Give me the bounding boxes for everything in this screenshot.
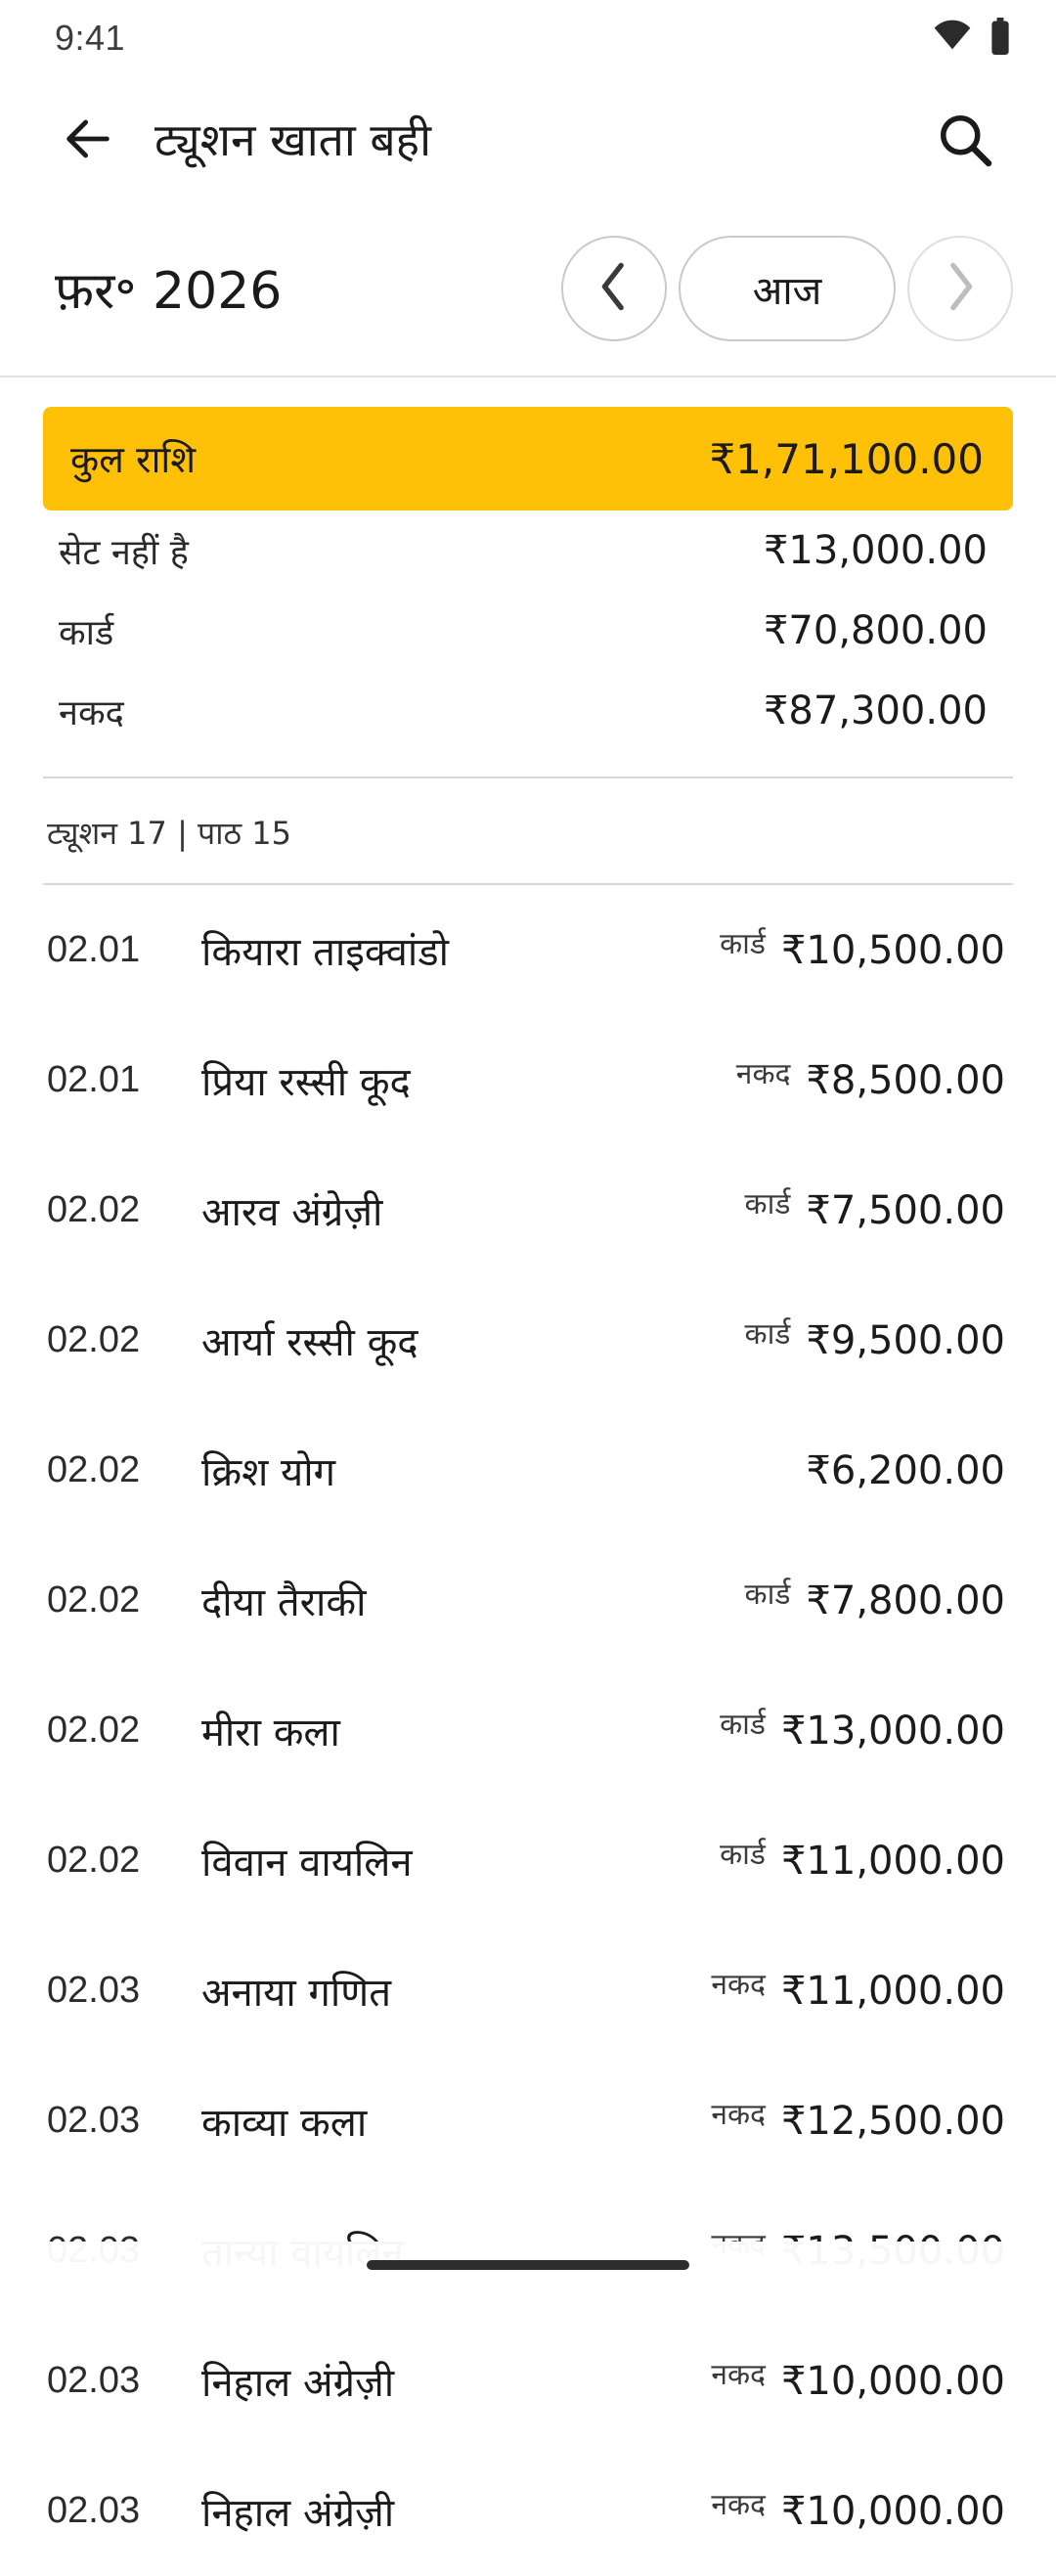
entry-date: 02.02 (47, 1840, 141, 1881)
entry-payment-method: कार्ड (720, 927, 766, 961)
entry-payment-method: कार्ड (720, 1838, 766, 1872)
entry-date: 02.03 (47, 2100, 141, 2141)
entry-description: कियारा ताइक्वांडो (201, 930, 450, 975)
summary-label: नकद (59, 692, 124, 733)
summary-amount: ₹70,800.00 (763, 608, 988, 653)
list-item[interactable] (43, 885, 1013, 1015)
entry-payment-method: नकद (711, 2358, 766, 2392)
home-indicator[interactable] (367, 2260, 689, 2270)
entry-date: 02.01 (47, 1059, 141, 1100)
entry-amount: ₹8,500.00 (806, 1057, 1005, 1103)
wifi-icon (933, 22, 972, 55)
list-item[interactable] (43, 1666, 1013, 1796)
entry-date: 02.03 (47, 2490, 141, 2531)
entry-date: 02.02 (47, 1710, 141, 1751)
summary-row (43, 591, 1013, 671)
chevron-right-icon (944, 263, 977, 314)
entry-date: 02.02 (47, 1189, 141, 1230)
entry-amount: ₹11,000.00 (780, 1838, 1005, 1884)
status-bar (0, 0, 1056, 76)
entry-description: आर्या रस्सी कूद (201, 1320, 418, 1365)
summary-row (43, 671, 1013, 751)
list-item[interactable] (43, 2446, 1013, 2576)
list-item[interactable] (43, 1275, 1013, 1405)
entry-date: 02.03 (47, 1970, 141, 2011)
entry-amount: ₹11,000.00 (780, 1968, 1005, 2014)
entry-payment-method: नकद (735, 1057, 791, 1091)
search-button[interactable] (919, 94, 1009, 184)
back-button[interactable] (43, 94, 133, 184)
entry-description: दीया तैराकी (201, 1580, 367, 1625)
entry-payment-method: कार्ड (720, 1708, 766, 1742)
entry-amount: ₹9,500.00 (806, 1317, 1005, 1363)
entry-description: विवान वायलिन (201, 1841, 413, 1886)
entry-description: क्रिश योग (201, 1450, 336, 1495)
entry-amount: ₹7,500.00 (806, 1187, 1005, 1233)
chevron-left-icon (597, 263, 631, 314)
entry-date: 02.02 (47, 1319, 141, 1360)
summary-amount: ₹13,000.00 (763, 528, 988, 573)
current-month-label: फ़र॰ 2026 (55, 261, 283, 321)
total-amount-bar (43, 407, 1013, 511)
summary-row (43, 511, 1013, 591)
summary-amount: ₹87,300.00 (763, 688, 988, 733)
month-nav-controls (561, 236, 1013, 341)
entry-amount: ₹10,000.00 (780, 2488, 1005, 2534)
entry-description: मीरा कला (201, 1710, 340, 1755)
entry-description: अनाया गणित (201, 1971, 391, 2016)
entry-amount: ₹10,000.00 (780, 2358, 1005, 2404)
list-item[interactable] (43, 1405, 1013, 1535)
gesture-navigation-bar[interactable] (0, 2242, 1056, 2288)
entry-description: आरव अंग्रेज़ी (201, 1190, 383, 1235)
list-item[interactable] (43, 2056, 1013, 2186)
app-bar (0, 76, 1056, 201)
next-month-button[interactable] (907, 236, 1013, 341)
list-item[interactable] (43, 1926, 1013, 2056)
status-time: 9:41 (55, 18, 126, 58)
today-button[interactable]: आज (679, 236, 896, 341)
entry-payment-method: नकद (711, 2098, 766, 2132)
total-label: कुल राशि (70, 438, 197, 481)
entry-payment-method: कार्ड (744, 1317, 791, 1352)
entry-payment-method: नकद (711, 2488, 766, 2522)
month-navigation (0, 201, 1056, 378)
list-item[interactable] (43, 2316, 1013, 2446)
entry-date: 02.02 (47, 1449, 141, 1490)
status-icons (933, 18, 1011, 59)
summary-label: सेट नहीं है (59, 532, 189, 573)
list-item[interactable] (43, 1015, 1013, 1145)
previous-month-button[interactable] (561, 236, 667, 341)
list-item[interactable] (43, 1796, 1013, 1926)
entry-amount: ₹10,500.00 (780, 927, 1005, 973)
entry-amount: ₹12,500.00 (780, 2098, 1005, 2144)
entry-description: प्रिया रस्सी कूद (201, 1060, 411, 1105)
total-amount: ₹1,71,100.00 (709, 434, 984, 483)
entry-amount: ₹7,800.00 (806, 1577, 1005, 1623)
entry-date: 02.02 (47, 1579, 141, 1621)
entry-amount: ₹6,200.00 (806, 1447, 1005, 1493)
list-item[interactable] (43, 1145, 1013, 1275)
entry-description: निहाल अंग्रेज़ी (201, 2491, 395, 2536)
entry-date: 02.03 (47, 2360, 141, 2401)
entry-description: काव्या कला (201, 2101, 368, 2146)
entry-description: निहाल अंग्रेज़ी (201, 2361, 395, 2406)
entry-payment-method: कार्ड (744, 1187, 791, 1221)
entry-list (43, 883, 1013, 2576)
section-caption: ट्यूशन 17 | पाठ 15 (47, 815, 291, 852)
page-title: ट्यूशन खाता बही (154, 113, 432, 166)
summary-label: कार्ड (59, 612, 114, 653)
entry-payment-method: नकद (711, 1968, 766, 2002)
list-item[interactable] (43, 1535, 1013, 1666)
entry-date: 02.01 (47, 929, 141, 970)
battery-icon (990, 18, 1011, 59)
entry-amount: ₹13,000.00 (780, 1708, 1005, 1754)
entry-payment-method: कार्ड (744, 1577, 791, 1612)
